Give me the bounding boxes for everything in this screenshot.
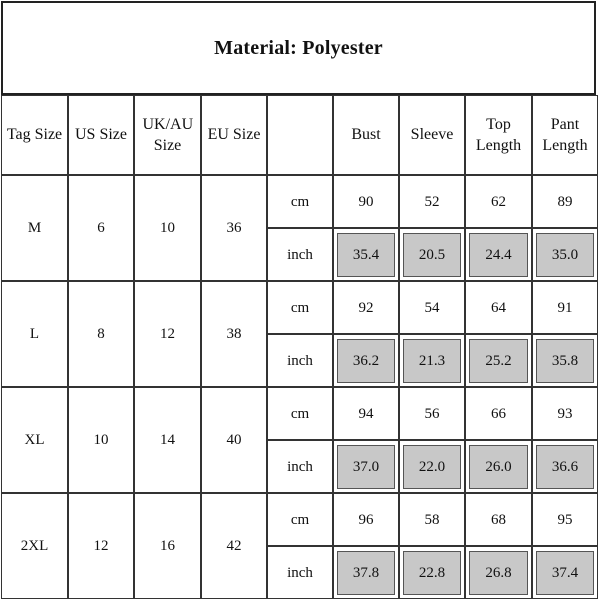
top-length-inch-value: 25.2 <box>469 339 528 383</box>
pant-length-inch-value: 35.8 <box>536 339 594 383</box>
header-tag-size: Tag Size <box>1 95 68 175</box>
ukau-size-cell: 12 <box>134 281 201 387</box>
ukau-size-cell: 16 <box>134 493 201 599</box>
bust-inch-value: 37.0 <box>337 445 395 489</box>
top-length-cm-value: 62 <box>465 175 532 228</box>
tag-size-cell: 2XL <box>1 493 68 599</box>
pant-length-inch-cell <box>532 334 598 387</box>
sleeve-inch-value: 22.8 <box>403 551 461 595</box>
header-pant-length <box>532 95 598 175</box>
header-eu-size: EU Size <box>201 95 267 175</box>
bust-cm-value: 90 <box>333 175 399 228</box>
unit-cm-label: cm <box>267 175 333 228</box>
size-row-cm <box>1 493 598 546</box>
unit-inch-label: inch <box>267 334 333 387</box>
bust-inch-value: 36.2 <box>337 339 395 383</box>
sleeve-cm-value: 58 <box>399 493 465 546</box>
size-row-cm <box>1 175 598 228</box>
top-length-inch-cell <box>465 334 532 387</box>
size-row-cm <box>1 281 598 334</box>
top-length-inch-value: 26.0 <box>469 445 528 489</box>
pant-length-inch-value: 35.0 <box>536 233 594 277</box>
sleeve-inch-value: 20.5 <box>403 233 461 277</box>
bust-inch-cell <box>333 546 399 599</box>
pant-length-inch-cell <box>532 440 598 493</box>
eu-size-cell: 36 <box>201 175 267 281</box>
sleeve-inch-cell <box>399 440 465 493</box>
pant-length-inch-value: 36.6 <box>536 445 594 489</box>
size-table <box>1 95 598 599</box>
header-sleeve: Sleeve <box>399 95 465 175</box>
top-length-cm-value: 68 <box>465 493 532 546</box>
unit-cm-label: cm <box>267 281 333 334</box>
eu-size-cell: 42 <box>201 493 267 599</box>
unit-cm-label: cm <box>267 493 333 546</box>
tag-size-cell: M <box>1 175 68 281</box>
size-chart <box>1 1 598 601</box>
bust-inch-cell <box>333 228 399 281</box>
pant-length-inch-cell <box>532 546 598 599</box>
sleeve-cm-value: 56 <box>399 387 465 440</box>
pant-length-inch-cell <box>532 228 598 281</box>
top-length-inch-value: 26.8 <box>469 551 528 595</box>
eu-size-cell: 38 <box>201 281 267 387</box>
top-length-inch-value: 24.4 <box>469 233 528 277</box>
bust-inch-cell <box>333 334 399 387</box>
pant-length-cm-value: 93 <box>532 387 598 440</box>
ukau-size-cell: 14 <box>134 387 201 493</box>
eu-size-cell: 40 <box>201 387 267 493</box>
sleeve-inch-value: 22.0 <box>403 445 461 489</box>
bust-cm-value: 94 <box>333 387 399 440</box>
sleeve-inch-cell <box>399 546 465 599</box>
tag-size-cell: L <box>1 281 68 387</box>
sleeve-inch-value: 21.3 <box>403 339 461 383</box>
header-ukau-size-label: UK/AU Size <box>142 116 194 154</box>
header-ukau-size <box>134 95 201 175</box>
top-length-cm-value: 64 <box>465 281 532 334</box>
bust-inch-value: 37.8 <box>337 551 395 595</box>
header-pant-length-label: Pant Length <box>542 116 588 154</box>
unit-cm-label: cm <box>267 387 333 440</box>
header-top-length <box>465 95 532 175</box>
pant-length-cm-value: 91 <box>532 281 598 334</box>
header-bust: Bust <box>333 95 399 175</box>
sleeve-inch-cell <box>399 334 465 387</box>
bust-cm-value: 96 <box>333 493 399 546</box>
material-title: Material: Polyester <box>1 1 596 95</box>
bust-inch-value: 35.4 <box>337 233 395 277</box>
bust-inch-cell <box>333 440 399 493</box>
pant-length-inch-value: 37.4 <box>536 551 594 595</box>
top-length-cm-value: 66 <box>465 387 532 440</box>
unit-inch-label: inch <box>267 228 333 281</box>
header-unit <box>267 95 333 175</box>
header-top-length-label: Top Length <box>475 116 522 154</box>
sleeve-cm-value: 54 <box>399 281 465 334</box>
header-us-size: US Size <box>68 95 134 175</box>
sleeve-cm-value: 52 <box>399 175 465 228</box>
size-row-cm <box>1 387 598 440</box>
pant-length-cm-value: 89 <box>532 175 598 228</box>
sleeve-inch-cell <box>399 228 465 281</box>
us-size-cell: 10 <box>68 387 134 493</box>
unit-inch-label: inch <box>267 546 333 599</box>
tag-size-cell: XL <box>1 387 68 493</box>
us-size-cell: 6 <box>68 175 134 281</box>
top-length-inch-cell <box>465 440 532 493</box>
unit-inch-label: inch <box>267 440 333 493</box>
us-size-cell: 8 <box>68 281 134 387</box>
us-size-cell: 12 <box>68 493 134 599</box>
header-row <box>1 95 598 175</box>
bust-cm-value: 92 <box>333 281 399 334</box>
top-length-inch-cell <box>465 228 532 281</box>
ukau-size-cell: 10 <box>134 175 201 281</box>
top-length-inch-cell <box>465 546 532 599</box>
pant-length-cm-value: 95 <box>532 493 598 546</box>
